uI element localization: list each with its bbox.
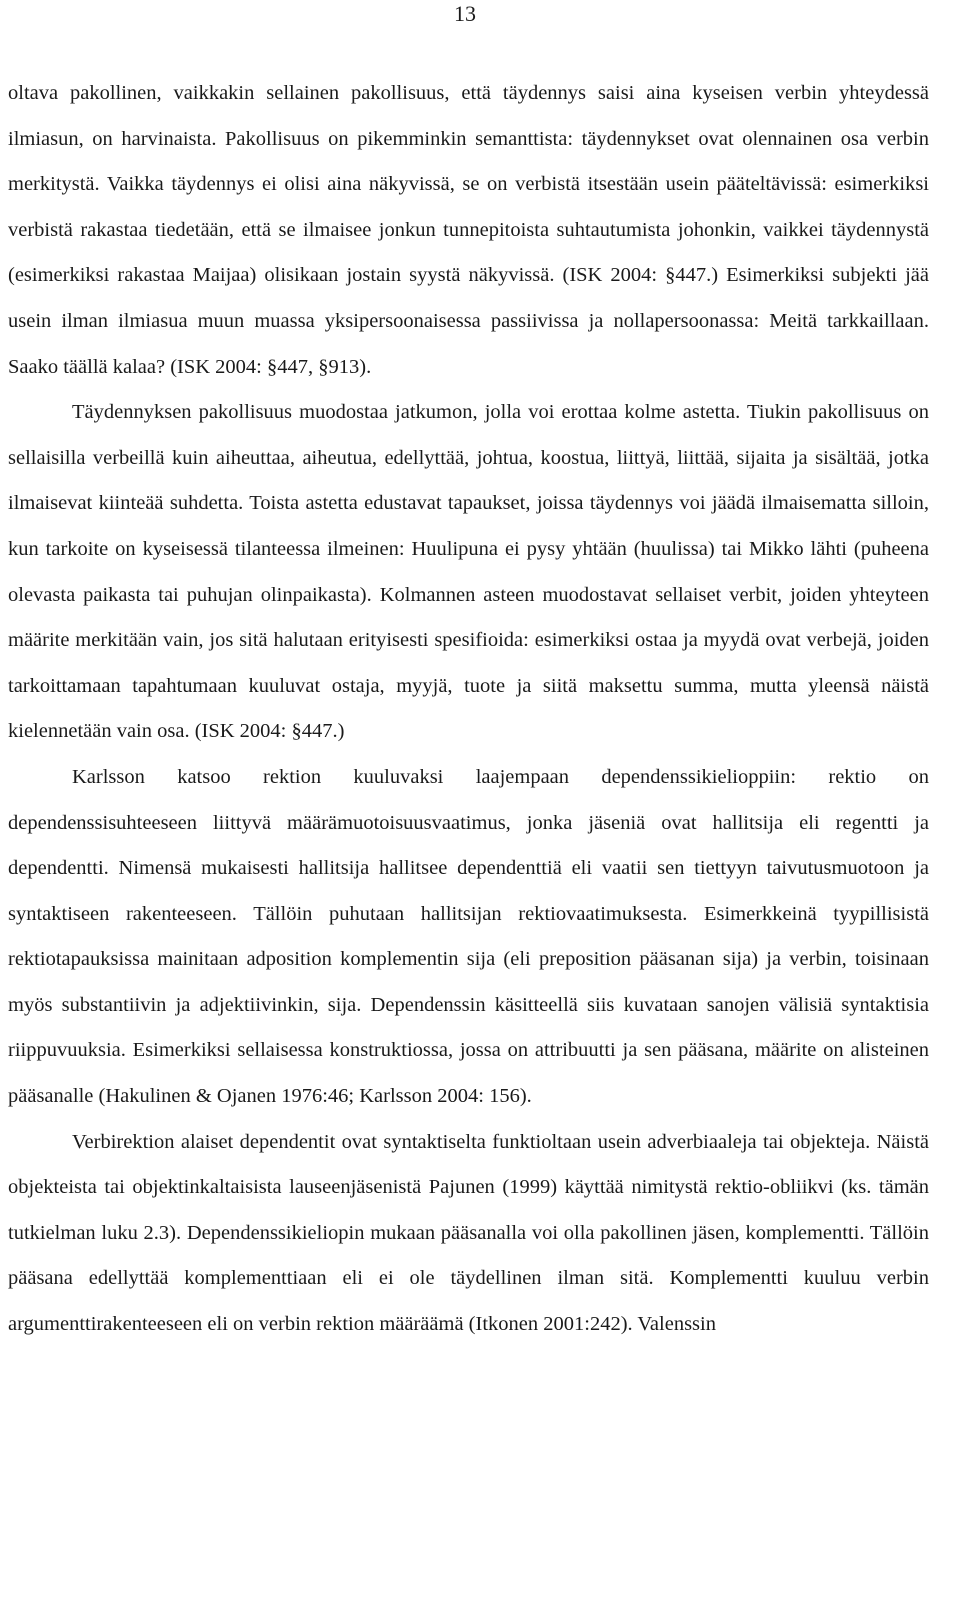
page-number: 13 <box>454 1 476 26</box>
document-body <box>8 71 929 1348</box>
paragraph-4: Verbirektion alaiset dependentit ovat syntaktiselta funktioltaan usein adverbiaaleja tai objekteja. Näistä objekteista tai objektinkaltaisista lauseenjäsenistä Pajunen (1999) käyttää nimitystä rektio-obliikvi (ks. tämän tutkielman luku 2.3). Dependenssikieliopin mukaan pääsanalla voi olla pakollinen jäsen, komplementti. Tällöin pääsana edellyttää komplementtiaan eli ei ole täydellinen ilman sitä. Komplementti kuuluu verbin argumenttirakenteeseen eli on verbin rektion määräämä (Itkonen 2001:242). Valenssin <box>8 1130 929 1336</box>
paragraph-2: Täydennyksen pakollisuus muodostaa jatkumon, jolla voi erottaa kolme astetta. Tiukin pakollisuus on sellaisilla verbeillä kuin aiheuttaa, aiheutua, edellyttää, johtua, koostua, liittyä, liittää, sijaita ja sisältää, jotka ilmaisevat kiinteää suhdetta. Toista astetta edustavat tapaukset, joissa täydennys voi jäädä ilmaisematta silloin, kun tarkoite on kyseisessä tilanteessa ilmeinen: Huulipuna ei pysy yhtään (huulissa) tai Mikko lähti (puheena olevasta paikasta tai puhujan olinpaikasta). Kolmannen asteen muodostavat sellaiset verbit, joiden yhteyteen määrite merkitään vain, jos sitä halutaan erityisesti spesifioida: esimerkiksi ostaa ja myydä ovat verbejä, joiden tarkoittamaan tapahtumaan kuuluvat ostaja, myyjä, tuote ja siitä maksettu summa, mutta yleensä näistä kielennetään vain osa. (ISK 2004: §447.) <box>8 401 929 743</box>
paragraph-1: oltava pakollinen, vaikkakin sellainen pakollisuus, että täydennys saisi aina kyseisen verbin yhteydessä ilmiasun, on harvinaista. Pakollisuus on pikemminkin semanttista: täydennykset ovat olennainen osa verbin merkitystä. Vaikka täydennys ei olisi aina näkyvissä, se on verbistä itsestään usein pääteltävissä: esimerkiksi verbistä rakastaa tiedetään, että se ilmaisee jonkun tunnepitoista suhtautumista johonkin, vaikkei täydennystä (esimerkiksi rakastaa Maijaa) olisikaan jostain syystä näkyvissä. (ISK 2004: §447.) Esimerkiksi subjekti jää usein ilman ilmiasua muun muassa yksipersoonaisessa passiivissa ja nollapersoonassa: Meitä tarkkaillaan. Saako täällä kalaa? (ISK 2004: §447, §913). <box>8 82 929 378</box>
paragraph-3: Karlsson katsoo rektion kuuluvaksi laajempaan dependenssikielioppiin: rektio on dependenssisuhteeseen liittyvä määrämuotoisuusvaatimus, jonka jäseniä ovat hallitsija eli regentti ja dependentti. Nimensä mukaisesti hallitsija hallitsee dependenttiä eli vaatii sen tiettyyn taivutusmuotoon ja syntaktiseen rakenteeseen. Tällöin puhutaan hallitsijan rektiovaatimuksesta. Esimerkkeinä tyypillisistä rektiotapauksissa mainitaan adposition komplementin sija (eli preposition pääsanan sija) ja verbin, toisinaan myös substantiivin ja adjektiivinkin, sija. Dependenssin käsitteellä siis kuvataan sanojen välisiä syntaktisia riippuvuuksia. Esimerkiksi sellaisessa konstruktiossa, jossa on attribuutti ja sen pääsana, määrite on alisteinen pääsanalle (Hakulinen & Ojanen 1976:46; Karlsson 2004: 156). <box>8 765 929 1108</box>
